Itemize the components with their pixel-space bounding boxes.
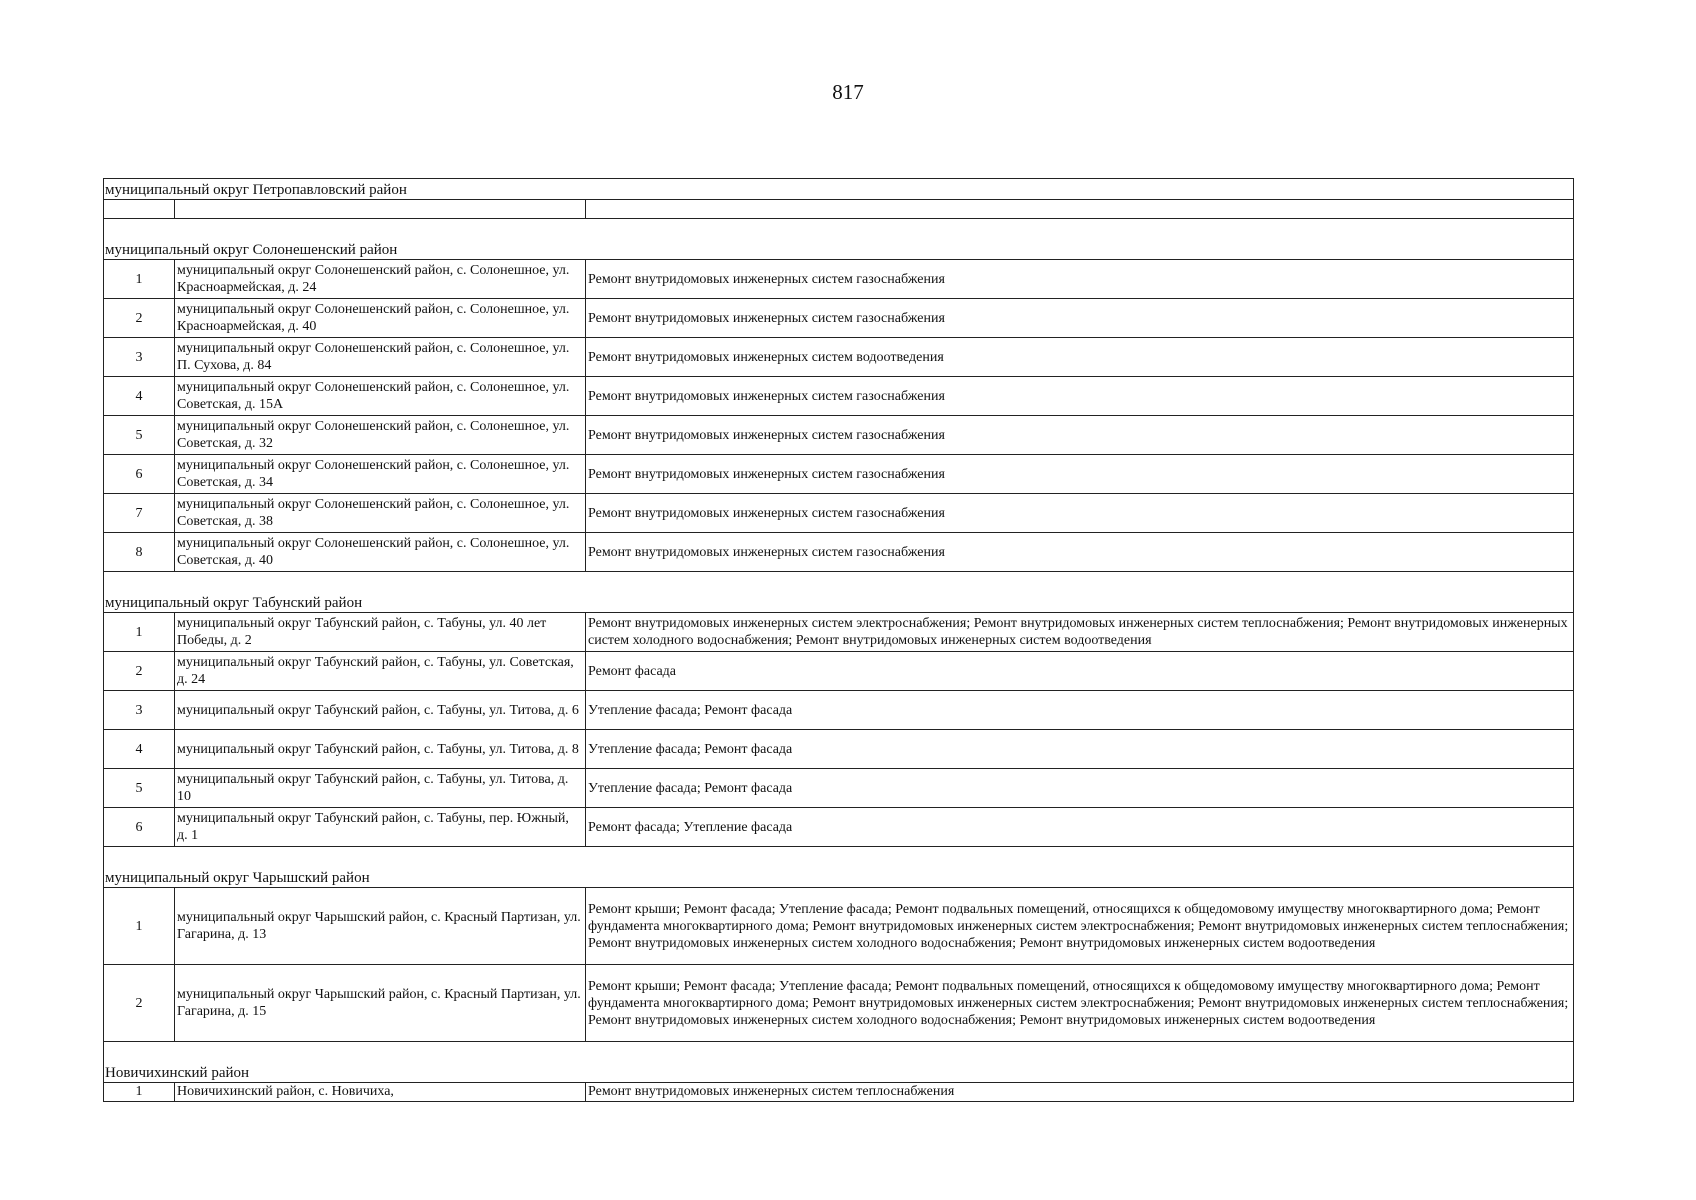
table-row xyxy=(104,613,1574,652)
row-works: Ремонт внутридомовых инженерных систем газоснабжения xyxy=(586,455,1574,494)
row-works: Ремонт внутридомовых инженерных систем электроснабжения; Ремонт внутридомовых инженерных систем теплоснабжения; Ремонт внутридомовых инженерных систем холодного водоснабжения; Ремонт внутридомовых инженерных систем водоотведения xyxy=(586,613,1574,652)
row-address: муниципальный округ Табунский район, с. Табуны, ул. Титова, д. 8 xyxy=(175,730,586,769)
repair-works-table xyxy=(103,178,1574,1102)
section-header-tabunsky xyxy=(104,572,1574,613)
row-address: муниципальный округ Солонешенский район, с. Солонешное, ул. Красноармейская, д. 40 xyxy=(175,299,586,338)
row-works: Ремонт крыши; Ремонт фасада; Утепление фасада; Ремонт подвальных помещений, относящихся к общедомовому имуществу многоквартирного дома; Ремонт фундамента многоквартирного дома; Ремонт внутридомовых инженерных систем электроснабжения; Ремонт внутридомовых инженерных систем теплоснабжения; Ремонт внутридомовых инженерных систем холодного водоснабжения; Ремонт внутридомовых инженерных систем водоотведения xyxy=(586,888,1574,965)
row-address: Новичихинский район, с. Новичиха, xyxy=(175,1083,586,1102)
table-row xyxy=(104,888,1574,965)
row-address: муниципальный округ Табунский район, с. Табуны, ул. Советская, д. 24 xyxy=(175,652,586,691)
table-row xyxy=(104,652,1574,691)
empty-row xyxy=(104,200,1574,219)
row-number: 1 xyxy=(104,888,175,965)
table-row xyxy=(104,769,1574,808)
row-address: муниципальный округ Солонешенский район, с. Солонешное, ул. Советская, д. 32 xyxy=(175,416,586,455)
section-header-charyshsky xyxy=(104,847,1574,888)
section-title: муниципальный округ Табунский район xyxy=(104,572,1574,613)
row-works: Ремонт фасада xyxy=(586,652,1574,691)
row-address: муниципальный округ Табунский район, с. Табуны, ул. 40 лет Победы, д. 2 xyxy=(175,613,586,652)
row-works: Ремонт внутридомовых инженерных систем газоснабжения xyxy=(586,533,1574,572)
section-title: муниципальный округ Чарышский район xyxy=(104,847,1574,888)
row-works: Ремонт внутридомовых инженерных систем газоснабжения xyxy=(586,494,1574,533)
table-row xyxy=(104,416,1574,455)
row-address: муниципальный округ Табунский район, с. Табуны, ул. Титова, д. 6 xyxy=(175,691,586,730)
row-number: 3 xyxy=(104,338,175,377)
row-number: 2 xyxy=(104,652,175,691)
table-row xyxy=(104,338,1574,377)
row-address: муниципальный округ Солонешенский район, с. Солонешное, ул. Советская, д. 40 xyxy=(175,533,586,572)
row-address: муниципальный округ Чарышский район, с. Красный Партизан, ул. Гагарина, д. 13 xyxy=(175,888,586,965)
row-number: 2 xyxy=(104,299,175,338)
row-address: муниципальный округ Солонешенский район, с. Солонешное, ул. П. Сухова, д. 84 xyxy=(175,338,586,377)
row-address: муниципальный округ Табунский район, с. Табуны, пер. Южный, д. 1 xyxy=(175,808,586,847)
row-number: 2 xyxy=(104,965,175,1042)
row-works: Утепление фасада; Ремонт фасада xyxy=(586,730,1574,769)
row-number: 1 xyxy=(104,613,175,652)
table-row xyxy=(104,494,1574,533)
row-works: Ремонт крыши; Ремонт фасада; Утепление фасада; Ремонт подвальных помещений, относящихся к общедомовому имуществу многоквартирного дома; Ремонт фундамента многоквартирного дома; Ремонт внутридомовых инженерных систем электроснабжения; Ремонт внутридомовых инженерных систем теплоснабжения; Ремонт внутридомовых инженерных систем холодного водоснабжения; Ремонт внутридомовых инженерных систем водоотведения xyxy=(586,965,1574,1042)
row-number: 5 xyxy=(104,769,175,808)
row-works: Ремонт фасада; Утепление фасада xyxy=(586,808,1574,847)
row-works: Утепление фасада; Ремонт фасада xyxy=(586,691,1574,730)
section-title: муниципальный округ Петропавловский район xyxy=(104,179,1574,200)
table-row xyxy=(104,299,1574,338)
page-number: 817 xyxy=(832,80,864,104)
row-number: 3 xyxy=(104,691,175,730)
row-works: Ремонт внутридомовых инженерных систем теплоснабжения xyxy=(586,1083,1574,1102)
row-number: 6 xyxy=(104,455,175,494)
row-number: 8 xyxy=(104,533,175,572)
row-number: 1 xyxy=(104,260,175,299)
row-address: муниципальный округ Солонешенский район, с. Солонешное, ул. Красноармейская, д. 24 xyxy=(175,260,586,299)
row-number: 4 xyxy=(104,377,175,416)
row-number: 4 xyxy=(104,730,175,769)
row-number: 5 xyxy=(104,416,175,455)
table-row xyxy=(104,260,1574,299)
table-row xyxy=(104,377,1574,416)
row-number: 1 xyxy=(104,1083,175,1102)
section-header-petropavlovsky xyxy=(104,179,1574,200)
table-row xyxy=(104,965,1574,1042)
row-works: Утепление фасада; Ремонт фасада xyxy=(586,769,1574,808)
section-title: Новичихинский район xyxy=(104,1042,1574,1083)
row-address: муниципальный округ Табунский район, с. Табуны, ул. Титова, д. 10 xyxy=(175,769,586,808)
row-address: муниципальный округ Солонешенский район, с. Солонешное, ул. Советская, д. 34 xyxy=(175,455,586,494)
row-works: Ремонт внутридомовых инженерных систем газоснабжения xyxy=(586,377,1574,416)
row-works: Ремонт внутридомовых инженерных систем газоснабжения xyxy=(586,299,1574,338)
section-title: муниципальный округ Солонешенский район xyxy=(104,219,1574,260)
table-row xyxy=(104,455,1574,494)
row-number: 6 xyxy=(104,808,175,847)
row-address: муниципальный округ Солонешенский район, с. Солонешное, ул. Советская, д. 15А xyxy=(175,377,586,416)
section-header-soloneshensky xyxy=(104,219,1574,260)
section-header-novichikhinsky xyxy=(104,1042,1574,1083)
row-number: 7 xyxy=(104,494,175,533)
row-works: Ремонт внутридомовых инженерных систем газоснабжения xyxy=(586,416,1574,455)
table-row xyxy=(104,730,1574,769)
table-row xyxy=(104,533,1574,572)
row-address: муниципальный округ Солонешенский район, с. Солонешное, ул. Советская, д. 38 xyxy=(175,494,586,533)
table-row xyxy=(104,808,1574,847)
row-works: Ремонт внутридомовых инженерных систем газоснабжения xyxy=(586,260,1574,299)
row-works: Ремонт внутридомовых инженерных систем водоотведения xyxy=(586,338,1574,377)
row-address: муниципальный округ Чарышский район, с. Красный Партизан, ул. Гагарина, д. 15 xyxy=(175,965,586,1042)
table-row xyxy=(104,691,1574,730)
table-row xyxy=(104,1083,1574,1102)
